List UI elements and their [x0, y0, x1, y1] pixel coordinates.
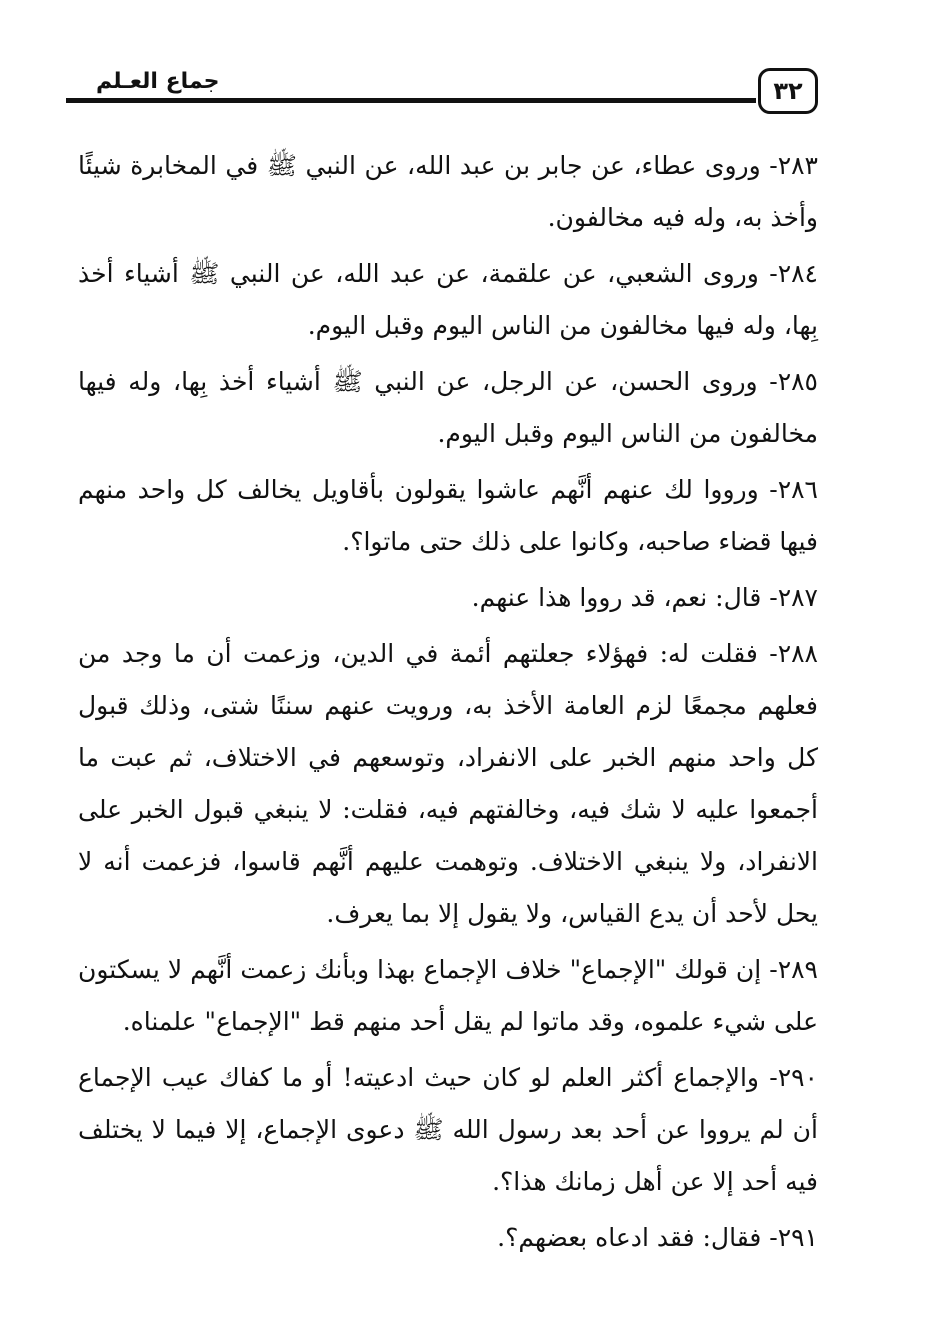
- paragraph-text: - وروى الحسن، عن الرجل، عن النبي ﷺ أشياء أخذ بِها، وله فيها مخالفون من الناس اليوم وقبل اليوم.: [78, 367, 818, 448]
- header-rule: [66, 98, 756, 103]
- paragraph-291: [78, 1212, 818, 1264]
- paragraph-number: ٢٨٨: [777, 639, 818, 668]
- paragraph-text: - قال: نعم، قد رووا هذا عنهم.: [471, 583, 778, 612]
- paragraph-number: ٢٨٣: [777, 151, 818, 180]
- paragraph-number: ٢٨٦: [777, 475, 818, 504]
- paragraph-number: ٢٨٤: [777, 259, 818, 288]
- paragraph-text: - فقال: فقد ادعاه بعضهم؟.: [497, 1223, 778, 1252]
- paragraph-289: [78, 944, 818, 1048]
- page-body: [78, 140, 818, 1268]
- paragraph-287: [78, 572, 818, 624]
- paragraph-283: [78, 140, 818, 244]
- paragraph-text: - وروى عطاء، عن جابر بن عبد الله، عن النبي ﷺ في المخابرة شيئًا وأخذ به، وله فيه مخالفون.: [78, 151, 818, 232]
- paragraph-text: - ورووا لك عنهم أنَّهم عاشوا يقولون بأقاويل يخالف كل واحد منهم فيها قضاء صاحبه، وكانوا على ذلك حتى ماتوا؟.: [78, 475, 818, 556]
- paragraph-number: ٢٩٠: [777, 1063, 818, 1092]
- paragraph-text: - فقلت له: فهؤلاء جعلتهم أئمة في الدين، وزعمت أن ما وجد من فعلهم مجمعًا لزم العامة الأخذ به، ورويت عنهم سننًا شتى، وذلك قبول كل واحد منهم الخبر على الانفراد، وتوسعهم في الاختلاف، ثم عبت ما أجمعوا عليه لا شك فيه، وخالفتهم فيه، فقلت: لا ينبغي قبول الخبر على الانفراد، ولا ينبغي الاختلاف. وتوهمت عليهم أنَّهم قاسوا، فزعمت أنه لا يحل لأحد أن يدع القياس، ولا يقول إلا بما يعرف.: [78, 639, 818, 928]
- paragraph-290: [78, 1052, 818, 1208]
- paragraph-number: ٢٨٥: [777, 367, 818, 396]
- paragraph-number: ٢٩١: [777, 1223, 818, 1252]
- paragraph-286: [78, 464, 818, 568]
- paragraph-288: [78, 628, 818, 940]
- paragraph-284: [78, 248, 818, 352]
- paragraph-text: - إن قولك "الإجماع" خلاف الإجماع بهذا وبأنك زعمت أنَّهم لا يسكتون على شيء علموه، وقد ماتوا لم يقل أحد منهم قط "الإجماع" علمناه.: [78, 955, 818, 1036]
- paragraph-text: - وروى الشعبي، عن علقمة، عن عبد الله، عن النبي ﷺ أشياء أخذ بِها، وله فيها مخالفون من الناس اليوم وقبل اليوم.: [78, 259, 818, 340]
- page-number: ٣٢: [758, 68, 818, 114]
- paragraph-text: - والإجماع أكثر العلم لو كان حيث ادعيته! أو ما كفاك عيب الإجماع أن لم يرووا عن أحد بعد رسول الله ﷺ دعوى الإجماع، إلا فيما لا يختلف فيه أحد إلا عن أهل زمانك هذا؟.: [78, 1063, 818, 1196]
- running-title: جماع العـلم: [96, 69, 220, 94]
- paragraph-number: ٢٨٧: [777, 583, 818, 612]
- paragraph-285: [78, 356, 818, 460]
- paragraph-number: ٢٨٩: [777, 955, 818, 984]
- page-header: [66, 62, 818, 122]
